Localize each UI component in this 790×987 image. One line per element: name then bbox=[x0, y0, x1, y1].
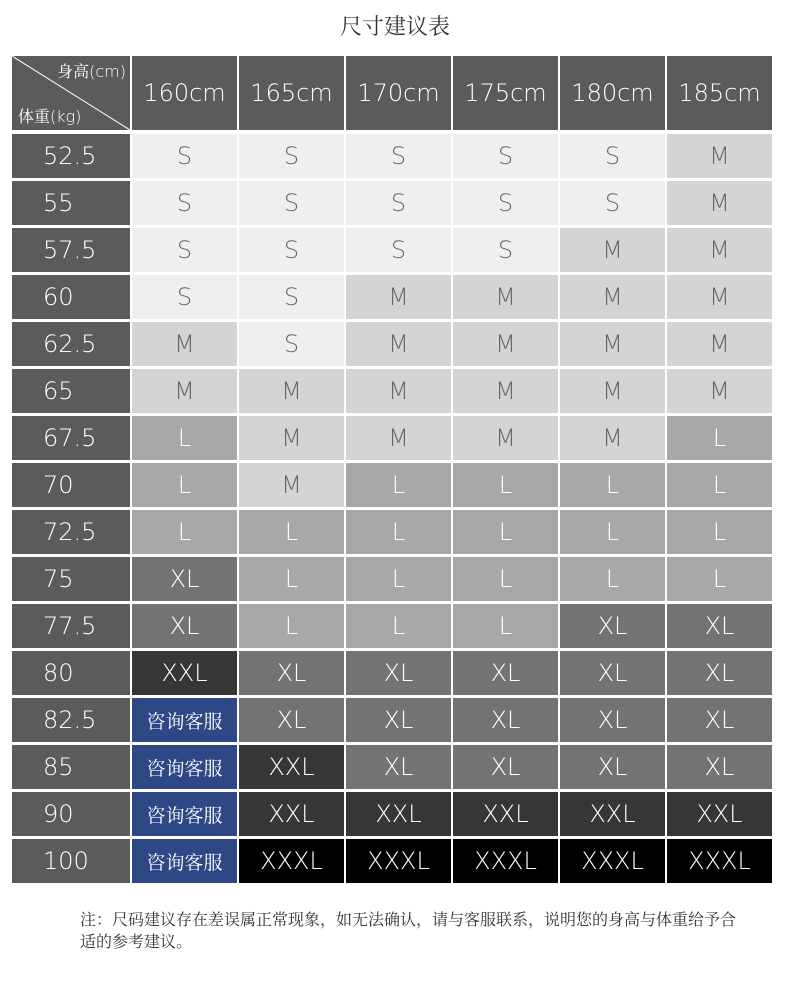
weight-row-header bbox=[12, 839, 130, 883]
size-value: L bbox=[605, 565, 620, 593]
size-cell bbox=[132, 745, 237, 789]
size-cell bbox=[239, 557, 344, 601]
size-value: XXXL bbox=[581, 847, 644, 875]
size-value: L bbox=[177, 518, 192, 546]
size-cell bbox=[667, 463, 772, 507]
size-value: XL bbox=[704, 612, 735, 640]
size-value: S bbox=[176, 142, 193, 170]
size-cell bbox=[132, 181, 237, 225]
size-value: S bbox=[176, 189, 193, 217]
size-value: M bbox=[495, 283, 516, 311]
size-value: 咨询客服 bbox=[146, 757, 223, 780]
weight-row-header bbox=[12, 698, 130, 742]
size-cell bbox=[239, 510, 344, 554]
size-value: S bbox=[176, 283, 193, 311]
height-header-cell bbox=[560, 56, 665, 130]
size-value: M bbox=[709, 142, 730, 170]
size-value: M bbox=[174, 330, 195, 358]
footnote: 注：尺码建议存在差误属正常现象，如无法确认，请与客服联系，说明您的身高与体重给予合适的参考建议。 bbox=[80, 910, 737, 951]
weight-row-header bbox=[12, 745, 130, 789]
size-value: XL bbox=[597, 753, 628, 781]
size-cell bbox=[132, 322, 237, 366]
size-cell bbox=[560, 416, 665, 460]
size-cell bbox=[560, 369, 665, 413]
size-cell bbox=[346, 792, 451, 836]
size-value: M bbox=[281, 377, 302, 405]
size-value: M bbox=[709, 283, 730, 311]
size-value: M bbox=[281, 471, 302, 499]
size-cell bbox=[239, 463, 344, 507]
size-cell bbox=[453, 134, 558, 178]
height-header-label: 180cm bbox=[571, 79, 654, 107]
size-value: L bbox=[605, 471, 620, 499]
height-header-label: 185cm bbox=[678, 79, 761, 107]
size-value: L bbox=[284, 565, 299, 593]
size-value: XL bbox=[383, 753, 414, 781]
size-value: M bbox=[495, 377, 516, 405]
size-cell bbox=[239, 181, 344, 225]
size-value: XL bbox=[704, 659, 735, 687]
size-cell bbox=[453, 181, 558, 225]
size-cell bbox=[453, 510, 558, 554]
size-cell bbox=[132, 557, 237, 601]
size-cell bbox=[453, 322, 558, 366]
size-value: S bbox=[390, 236, 407, 264]
size-cell bbox=[453, 745, 558, 789]
size-value: XXL bbox=[589, 800, 636, 828]
size-value: L bbox=[498, 518, 513, 546]
size-cell bbox=[667, 604, 772, 648]
size-cell bbox=[132, 275, 237, 319]
size-value: M bbox=[602, 283, 623, 311]
size-cell bbox=[346, 181, 451, 225]
size-value: XL bbox=[597, 706, 628, 734]
size-value: M bbox=[709, 330, 730, 358]
size-cell bbox=[453, 792, 558, 836]
size-value: L bbox=[177, 471, 192, 499]
size-value: S bbox=[604, 189, 621, 217]
weight-label: 52.5 bbox=[43, 142, 97, 170]
weight-row-header bbox=[12, 651, 130, 695]
size-value: XXXL bbox=[474, 847, 537, 875]
size-cell bbox=[239, 275, 344, 319]
size-cell bbox=[560, 134, 665, 178]
size-cell bbox=[453, 557, 558, 601]
height-header-cell bbox=[132, 56, 237, 130]
size-cell bbox=[346, 463, 451, 507]
size-value: M bbox=[602, 330, 623, 358]
size-cell bbox=[667, 228, 772, 272]
size-cell bbox=[667, 369, 772, 413]
size-cell bbox=[132, 510, 237, 554]
size-value: M bbox=[388, 377, 409, 405]
height-header-cell bbox=[667, 56, 772, 130]
size-cell bbox=[346, 369, 451, 413]
height-axis-label: 身高(cm) bbox=[57, 62, 126, 81]
size-cell bbox=[346, 228, 451, 272]
size-cell bbox=[560, 651, 665, 695]
size-value: XL bbox=[597, 612, 628, 640]
size-value: XXL bbox=[161, 659, 208, 687]
size-cell bbox=[560, 792, 665, 836]
size-value: S bbox=[497, 236, 514, 264]
weight-row-header bbox=[12, 792, 130, 836]
size-cell bbox=[132, 604, 237, 648]
size-cell bbox=[453, 698, 558, 742]
size-value: M bbox=[602, 377, 623, 405]
weight-label: 62.5 bbox=[43, 330, 97, 358]
size-value: L bbox=[391, 612, 406, 640]
weight-label: 75 bbox=[43, 565, 74, 593]
size-value: XL bbox=[169, 612, 200, 640]
size-value: XL bbox=[597, 659, 628, 687]
weight-row-header bbox=[12, 275, 130, 319]
size-value: XL bbox=[704, 706, 735, 734]
size-cell bbox=[239, 134, 344, 178]
size-value: M bbox=[602, 424, 623, 452]
size-cell bbox=[453, 416, 558, 460]
size-cell bbox=[239, 839, 344, 883]
size-cell bbox=[132, 228, 237, 272]
size-value: M bbox=[709, 189, 730, 217]
weight-row-header bbox=[12, 463, 130, 507]
weight-label: 67.5 bbox=[43, 424, 97, 452]
size-cell bbox=[560, 745, 665, 789]
size-value: L bbox=[498, 612, 513, 640]
size-cell bbox=[667, 275, 772, 319]
size-value: S bbox=[604, 142, 621, 170]
size-cell bbox=[132, 134, 237, 178]
size-value: L bbox=[712, 518, 727, 546]
size-cell bbox=[346, 322, 451, 366]
size-value: S bbox=[390, 189, 407, 217]
size-cell bbox=[560, 181, 665, 225]
size-cell bbox=[667, 181, 772, 225]
size-value: S bbox=[497, 189, 514, 217]
size-cell bbox=[346, 416, 451, 460]
size-value: M bbox=[495, 330, 516, 358]
size-cell bbox=[560, 839, 665, 883]
weight-row-header bbox=[12, 322, 130, 366]
weight-label: 80 bbox=[43, 659, 74, 687]
weight-label: 60 bbox=[43, 283, 74, 311]
size-value: XL bbox=[490, 659, 521, 687]
size-value: M bbox=[174, 377, 195, 405]
size-cell bbox=[132, 792, 237, 836]
size-value: 咨询客服 bbox=[146, 804, 223, 827]
size-value: L bbox=[284, 612, 299, 640]
size-value: M bbox=[709, 236, 730, 264]
size-cell bbox=[346, 698, 451, 742]
size-cell bbox=[667, 698, 772, 742]
size-cell bbox=[239, 604, 344, 648]
size-cell bbox=[132, 416, 237, 460]
size-cell bbox=[560, 275, 665, 319]
weight-row-header bbox=[12, 510, 130, 554]
size-cell bbox=[453, 651, 558, 695]
size-value: XXL bbox=[482, 800, 529, 828]
size-value: XXXL bbox=[688, 847, 751, 875]
size-value: S bbox=[497, 142, 514, 170]
size-value: M bbox=[281, 424, 302, 452]
size-cell bbox=[239, 792, 344, 836]
height-header-label: 160cm bbox=[143, 79, 226, 107]
size-cell bbox=[346, 651, 451, 695]
size-value: 咨询客服 bbox=[146, 710, 223, 733]
size-value: L bbox=[498, 565, 513, 593]
size-value: XL bbox=[383, 706, 414, 734]
size-cell bbox=[346, 134, 451, 178]
size-value: XXXL bbox=[260, 847, 323, 875]
size-cell bbox=[560, 322, 665, 366]
weight-label: 100 bbox=[43, 847, 89, 875]
size-cell bbox=[453, 228, 558, 272]
size-cell bbox=[239, 698, 344, 742]
weight-label: 55 bbox=[43, 189, 74, 217]
weight-label: 82.5 bbox=[43, 706, 97, 734]
size-cell bbox=[667, 557, 772, 601]
size-value: M bbox=[388, 283, 409, 311]
size-value: XXL bbox=[268, 753, 315, 781]
size-cell bbox=[667, 322, 772, 366]
size-value: L bbox=[391, 565, 406, 593]
weight-row-header bbox=[12, 369, 130, 413]
size-value: L bbox=[177, 424, 192, 452]
size-cell bbox=[667, 792, 772, 836]
size-value: S bbox=[283, 236, 300, 264]
size-cell bbox=[453, 275, 558, 319]
size-cell bbox=[667, 651, 772, 695]
weight-label: 85 bbox=[43, 753, 74, 781]
size-value: M bbox=[602, 236, 623, 264]
weight-row-header bbox=[12, 134, 130, 178]
size-cell bbox=[667, 745, 772, 789]
size-value: L bbox=[391, 471, 406, 499]
size-cell bbox=[132, 839, 237, 883]
size-chart-table bbox=[12, 56, 774, 882]
size-value: XXXL bbox=[367, 847, 430, 875]
size-cell bbox=[239, 745, 344, 789]
weight-row-header bbox=[12, 181, 130, 225]
weight-axis-label: 体重(kg) bbox=[18, 107, 82, 126]
size-value: S bbox=[283, 283, 300, 311]
size-cell bbox=[346, 745, 451, 789]
height-header-label: 165cm bbox=[250, 79, 333, 107]
size-value: XL bbox=[490, 753, 521, 781]
size-value: S bbox=[176, 236, 193, 264]
height-header-cell bbox=[239, 56, 344, 130]
size-cell bbox=[667, 839, 772, 883]
size-value: L bbox=[712, 471, 727, 499]
height-header-label: 175cm bbox=[464, 79, 547, 107]
size-value: M bbox=[388, 330, 409, 358]
size-cell bbox=[132, 463, 237, 507]
size-cell bbox=[560, 228, 665, 272]
size-value: XXL bbox=[268, 800, 315, 828]
size-cell bbox=[560, 604, 665, 648]
size-value: XL bbox=[490, 706, 521, 734]
size-cell bbox=[239, 322, 344, 366]
size-cell bbox=[667, 416, 772, 460]
size-value: S bbox=[283, 189, 300, 217]
size-value: M bbox=[388, 424, 409, 452]
size-value: S bbox=[283, 142, 300, 170]
size-cell bbox=[132, 698, 237, 742]
size-value: M bbox=[495, 424, 516, 452]
height-header-label: 170cm bbox=[357, 79, 440, 107]
size-value: XL bbox=[704, 753, 735, 781]
size-value: XL bbox=[383, 659, 414, 687]
weight-label: 70 bbox=[43, 471, 74, 499]
size-cell bbox=[453, 839, 558, 883]
size-value: L bbox=[712, 565, 727, 593]
size-value: XL bbox=[276, 706, 307, 734]
size-cell bbox=[239, 416, 344, 460]
size-value: S bbox=[283, 330, 300, 358]
height-header-cell bbox=[453, 56, 558, 130]
size-cell bbox=[239, 651, 344, 695]
size-cell bbox=[132, 651, 237, 695]
weight-row-header bbox=[12, 228, 130, 272]
weight-label: 65 bbox=[43, 377, 74, 405]
size-value: XL bbox=[169, 565, 200, 593]
size-cell bbox=[560, 463, 665, 507]
size-cell bbox=[667, 134, 772, 178]
size-cell bbox=[346, 839, 451, 883]
size-cell bbox=[346, 510, 451, 554]
size-cell bbox=[132, 369, 237, 413]
size-cell bbox=[560, 698, 665, 742]
size-value: 咨询客服 bbox=[146, 851, 223, 874]
weight-label: 77.5 bbox=[43, 612, 97, 640]
size-cell bbox=[239, 228, 344, 272]
height-header-cell bbox=[346, 56, 451, 130]
weight-label: 72.5 bbox=[43, 518, 97, 546]
size-cell bbox=[346, 604, 451, 648]
size-value: S bbox=[390, 142, 407, 170]
size-value: L bbox=[391, 518, 406, 546]
weight-label: 57.5 bbox=[43, 236, 97, 264]
size-value: L bbox=[712, 424, 727, 452]
size-cell bbox=[667, 510, 772, 554]
weight-label: 90 bbox=[43, 800, 74, 828]
size-cell bbox=[239, 369, 344, 413]
size-value: L bbox=[605, 518, 620, 546]
size-cell bbox=[453, 463, 558, 507]
size-cell bbox=[346, 557, 451, 601]
page-title: 尺寸建议表 bbox=[339, 15, 450, 40]
weight-row-header bbox=[12, 416, 130, 460]
size-value: L bbox=[284, 518, 299, 546]
size-cell bbox=[560, 557, 665, 601]
size-value: XXL bbox=[696, 800, 743, 828]
size-value: L bbox=[498, 471, 513, 499]
weight-row-header bbox=[12, 557, 130, 601]
size-cell bbox=[453, 369, 558, 413]
corner-header-cell bbox=[12, 56, 130, 130]
size-value: XL bbox=[276, 659, 307, 687]
size-cell bbox=[346, 275, 451, 319]
size-value: XXL bbox=[375, 800, 422, 828]
size-cell bbox=[453, 604, 558, 648]
weight-row-header bbox=[12, 604, 130, 648]
size-cell bbox=[560, 510, 665, 554]
size-value: M bbox=[709, 377, 730, 405]
